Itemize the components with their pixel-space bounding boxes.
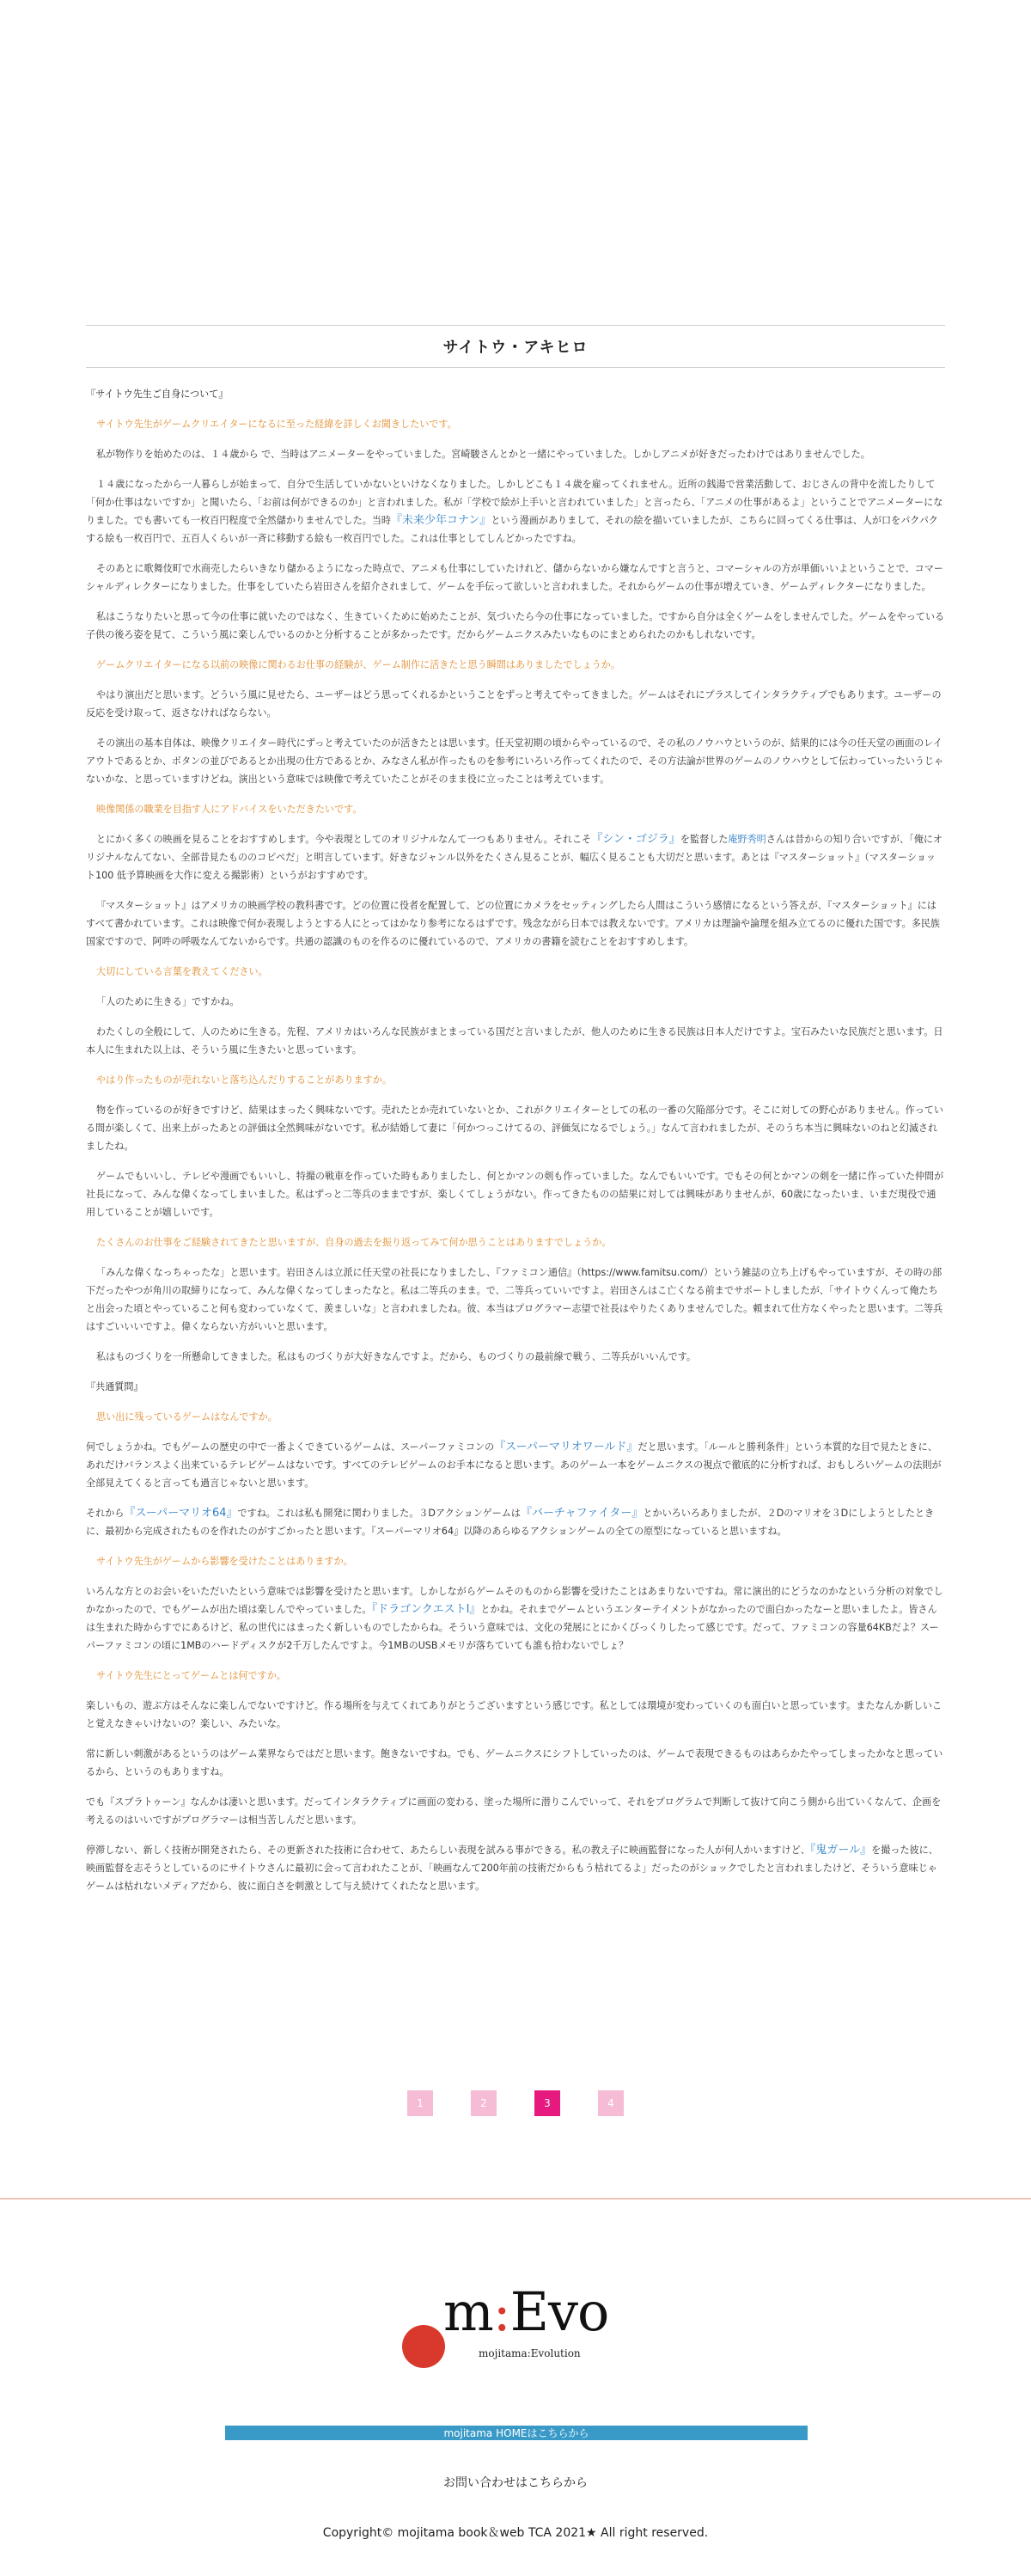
- answer-paragraph: そのあとに歌舞伎町で水商売したらいきなり儲かるようになった時点で、アニメも仕事にしていたけれど、儲からないから嫌なんですと言うと、コマーシャルの方が単価いいよということで、コマーシャルディレクターになりました。仕事をしていたら岩田さんを紹介されまして、ゲームを手伝って欲しいと言われました。それからゲームの仕事が増えていき、ゲームディレクターになりました。: [86, 563, 943, 592]
- question: サイトウ先生にとってゲームとは何ですか。: [96, 1670, 286, 1681]
- logo-mark-m: m: [443, 2280, 493, 2343]
- text-segment: 何でしょうかね。でもゲームの歴史の中で一番よくできているゲームは、スーパーファミコンの: [86, 1441, 495, 1453]
- text-segment: という漫画がありまして、それの絵を描いていましたが、こちらに回ってくる仕事は、人が口をパクパクする絵も一枚百円で、五百人くらいが一斉に移動する絵も一枚百円でした。これは仕事としてしんどかったですね。: [86, 515, 938, 544]
- page-link-2[interactable]: 2: [471, 2090, 497, 2116]
- page-link-1[interactable]: 1: [407, 2090, 433, 2116]
- answer-paragraph: わたくしの全般にして、人のために生きる。先程、アメリカはいろんな民族がまとまっている国だと言いましたが、他人のために生きる民族は日本人だけですよ。宝石みたいな民族だと思います。日本人に生まれた以上は、そういう風に生きたいと思っています。: [86, 1026, 943, 1055]
- text-segment: それから: [86, 1508, 125, 1519]
- answer-paragraph: [86, 475, 945, 548]
- logo-subtitle: mojitama:Evolution: [479, 2347, 581, 2359]
- logo-wordmark: [443, 2282, 608, 2342]
- answer-paragraph: 『マスターショット』はアメリカの映画学校の教科書です。どの位置に役者を配置して、どの位置にカメラをセッティングしたら人間はこういう感情になるという答えが、『マスターショット』にはすべて書かれています。これは映像で何か表現しようとする人にとってはかなり参考になるはずです。残念ながら日本では教えないです。アメリカは理論や論理を組み立てるのに優れた国です。多民族国家ですので、阿吽の呼吸なんてないからです。共通の認識のものを作るのに優れているので、アメリカの書籍を読むことをおすすめします。: [86, 900, 941, 947]
- text-segment: 停滞しない、新しく技術が開発されたら、その更新された技術に合わせて、あたらしい表現を試みる事ができる。私の教え子に映画監督になった人が何人かいますけど、: [86, 1845, 810, 1856]
- answer-paragraph: [86, 1582, 945, 1655]
- answer-paragraph: 物を作っているのが好きですけど、結果はまったく興味ないです。売れたとか売れていないとか、これがクリエイターとしての私の一番の欠陥部分です。そこに対しての野心がありません。作っている間が楽しくて、出来上がったあとの評価は全然興味がないです。私が結婚して妻に「何かつっこけてるの、評価気になるでしょう。」なんて言われましたが、そのうち本当に興味ないのねと幻滅されましたね。: [86, 1104, 944, 1152]
- logo-red-dot: [402, 2325, 445, 2368]
- mojitama-evolution-logo[interactable]: [400, 2277, 632, 2371]
- answer-paragraph: [86, 1504, 945, 1540]
- text-segment: さんは昔からの知り合いですが、「俺にオリジナルなんてない、全部昔見たもののコピペだ」と明言しています。好きなジャンル以外をたくさん見ることが、幅広く見ることも大切だと思います。あとは『マスターショット』（マスターショット100 低予算映画を大作に変える撮影術）というがおすすめです。: [86, 834, 943, 881]
- home-link[interactable]: mojitama HOMEはこちらから: [225, 2426, 808, 2440]
- question: サイトウ先生がゲームから影響を受けたことはありますか。: [96, 1556, 353, 1567]
- answer-paragraph: [86, 830, 945, 884]
- name-link[interactable]: 庵野秀明: [728, 834, 766, 845]
- text-segment: とかいろいろありましたが、２Dのマリオを３Dにしようとしたときに、最初から完成されたものを作れたのがすごかったと思います。『スーパーマリオ64』以降のあらゆるアクションゲームの全ての原型になっていると思いますね。: [86, 1508, 935, 1537]
- text-segment: いろんな方とのお会いをいただいたという意味では影響を受けたと思います。しかしながらゲームそのものから影響を受けたことはあまりないですね。常に演出的にどうなのかなという分析の対象でしかなかったので、でもゲームが出た頃は楽しんでやっていました。: [86, 1586, 943, 1615]
- article-title-bar: [86, 325, 945, 368]
- title-link[interactable]: 『スーパーマリオ64』: [124, 1507, 238, 1520]
- article: [86, 325, 945, 1907]
- title-link[interactable]: 『シン・ゴジラ』: [591, 833, 680, 846]
- page-link-3-current[interactable]: 3: [534, 2090, 560, 2116]
- question: たくさんのお仕事をご経験されてきたと思いますが、自身の過去を振り返ってみて何か思うことはありますでしょうか。: [96, 1237, 612, 1248]
- question: やはり作ったものが売れないと落ち込んだりすることがありますか。: [96, 1074, 392, 1086]
- text-segment: とにかく多くの映画を見ることをおすすめします。今や表現としてのオリジナルなんて一つもありません。それこそ: [96, 834, 592, 845]
- title-link[interactable]: 『鬼ガール』: [809, 1844, 872, 1857]
- pagination: [0, 2090, 1031, 2116]
- title-link[interactable]: 『未来少年コナン』: [391, 514, 491, 527]
- answer-paragraph: 私はものづくりを一所懸命してきました。私はものづくりが大好きなんですよ。だから、ものづくりの最前線で戦う、二等兵がいいんです。: [96, 1351, 697, 1362]
- section-heading: 『サイトウ先生ご自身について』: [86, 389, 229, 400]
- text-segment: を撮った彼に、映画監督を志そうとしているのにサイトウさんに最初に会って言われたことが、「映画なんて200年前の技術だからもう枯れてるよ」だったのがショックでしたと言われましたけど、そういう意味じゃゲームは枯れないメディアだから、彼に面白さを刺激として与え続けてくれたなと思います。: [86, 1845, 938, 1892]
- copyright: Copyright© mojitama book＆web TCA 2021★ All right reserved.: [322, 2526, 709, 2540]
- answer-paragraph: その演出の基本自体は、映像クリエイター時代にずっと考えていたのが活きたとは思います。任天堂初期の頃からやっているので、その私のノウハウというのが、結果的には今の任天堂の画面のレイアウトであるとか、ボタンの並びであるとか出現の仕方であるとか、みなさん私が作ったものを参考にいろいろ作ってくれたので、その方法論が世界のゲームのノウハウとして伝わっていったいうじゃないかな、と思っていますけどね。演出という意味では映像で考えていたことがそのまま役に立ったことは考えています。: [86, 737, 944, 785]
- logo-mark-evo: Evo: [509, 2280, 609, 2343]
- text-segment: ですね。これは私も開発に関わりました。３Dアクションゲームは: [237, 1508, 522, 1519]
- contact-link[interactable]: お問い合わせはこちらから: [443, 2476, 588, 2490]
- answer-paragraph: 私が物作りを始めたのは、１４歳から で、当時はアニメーターをやっていました。宮崎駿さんとかと一緒にやっていました。しかしアニメが好きだったわけではありませんでした。: [96, 449, 870, 460]
- answer-paragraph: 「人のために生きる」ですかね。: [96, 996, 240, 1007]
- text-segment: を監督した: [680, 834, 729, 845]
- article-content: [86, 385, 945, 1895]
- question: ゲームクリエイターになる以前の映像に関わるお仕事の経験が、ゲーム制作に活きたと思う瞬間はありましたでしょうか。: [96, 659, 620, 670]
- answer-paragraph: [86, 1438, 945, 1492]
- page-link-4[interactable]: 4: [598, 2090, 624, 2116]
- article-title: サイトウ・アキヒロ: [442, 339, 589, 357]
- answer-paragraph: やはり演出だと思います。どういう風に見せたら、ユーザーはどう思ってくれるかということをずっと考えてやってきました。ゲームはそれにプラスしてインタラクティブでもあります。ユーザーの反応を受け取って、返さなければならない。: [86, 689, 942, 719]
- answer-paragraph: 「みんな偉くなっちゃったな」と思います。岩田さんは立派に任天堂の社長になりましたし、『ファミコン通信』（https://www.famitsu.com/）という雑誌の立ち上げもやっていますが、その時の部下だったやつが角川の取締りになって、みんな偉くなってしまったなと。私は二等兵のまま。で、二等兵っていいですよ。岩田さんはこ亡くなる前までサポートしましたが、「サイトウくんって俺たちと出会った頃とやっていること何も変わっていなくて、羨ましいな」と言われましたね。彼、本当はプログラマー志望で社長はやりたくありませんでした。頼まれて仕方なくやったと思います。二等兵はすごいいいですよ。偉くならない方がいいと思います。: [86, 1267, 943, 1332]
- question: 大切にしている言葉を教えてください。: [96, 966, 268, 977]
- text-segment: だと思います。「ルールと勝利条件」という本質的な目で見たときに、あれだけバランスよく出来ているテレビゲームはないです。すべてのテレビゲームのお手本になると思います。あのゲーム一本をゲームニクスの視点で徹底的に分析すれば、おもしろいゲームの法則が全部見えてくると言っても過言じゃないと思います。: [86, 1441, 942, 1489]
- logo-mark-colon: :: [492, 2280, 510, 2343]
- answer-paragraph: 常に新しい刺激があるというのはゲーム業界ならではだと思います。飽きないですね。でも、ゲームニクスにシフトしていったのは、ゲームで表現できるものはあらかたやってしまったかなと思っているから、というのもありますね。: [86, 1748, 943, 1778]
- answer-paragraph: 楽しいもの、遊ぶ方はそんなに楽しんでないですけど。作る場所を与えてくれてありがとうございますという感じです。私としては環境が変わっていくのも面白いと思っています。またなんか新しいこと覚えなきゃいけないの？楽しい、みたいな。: [86, 1700, 943, 1729]
- title-link[interactable]: 『バーチャファイター』: [521, 1507, 644, 1520]
- footer-divider: [0, 2198, 1031, 2200]
- answer-paragraph: ゲームでもいいし、テレビや漫画でもいいし、特撮の戦車を作っていた時もありましたし、何とかマンの剣も作っていました。なんでもいいです。でもその何とかマンの剣を一緒に作っていた仲間が社長になって、みんな偉くなってしまいました。私はずっと二等兵のままですが、楽しくてしょうがない。作ってきたものの結果に対しては興味がありませんが、60歳になったいま、いまだ現役で通用していることが嬉しいです。: [86, 1171, 944, 1218]
- answer-paragraph: [86, 1841, 945, 1895]
- question: 思い出に残っているゲームはなんですか。: [96, 1411, 278, 1423]
- answer-paragraph: 私はこうなりたいと思って今の仕事に就いたのではなく、生きていくために始めたことが、気づいたら今の仕事になっていました。ですから自分は全くゲームをしませんでした。ゲームをやっている子供の後ろ姿を見て、こういう風に楽しんでいるのかと分析することが多かったです。だからゲームニクスみたいなものにまとめられたのかもしれないです。: [86, 611, 945, 640]
- title-link[interactable]: 『ドラゴンクエストI』: [371, 1603, 481, 1616]
- answer-paragraph: でも『スプラトゥーン』なんかは凄いと思います。だってインタラクティブに画面の変わる、塗った場所に潜りこんでいって、それをプログラムで判断して抜けて向こう側から出ていくなんて、企画を考えるのはいいですがプログラマーは相当苦しんだと思います。: [86, 1796, 942, 1826]
- question: 映像関係の職業を目指す人にアドバイスをいただきたいです。: [96, 804, 363, 815]
- section-heading: 『共通質問』: [86, 1381, 143, 1392]
- text-segment: １４歳になったから一人暮らしが始まって、自分で生活していかないといけなくなりました。しかしどこも１４歳を雇ってくれません。近所の銭湯で営業活動して、おじさんの背中を流したりして「何か仕事はないですか」と聞いたら、「お前は何ができるのか」と言われました。私が「学校で絵が上手いと言われていました」と言ったら、「アニメの仕事があるよ」ということでアニメーターになりました。でも書いても一枚百円程度で全然儲かりませんでした。当時: [86, 479, 943, 526]
- text-segment: とかね。それまでゲームというエンターテイメントがなかったので面白かったなーと思いましたよ。皆さんは生まれた時からすでにあるけど、私の世代にはまったく新しいものでしたからね。そういう意味では、文化の発展にとにかくびっくりしたって感じです。だって、ファミコンの容量64KBだよ？スーパーファミコンの頃に1MBのハードディスクが2千万したんですよ。今1MBのUSBメモリが落ちていても誰も拾わないでしょ？: [86, 1604, 939, 1651]
- title-link[interactable]: 『スーパーマリオワールド』: [494, 1441, 638, 1453]
- question: サイトウ先生がゲームクリエイターになるに至った経緯を詳しくお聞きしたいです。: [96, 419, 457, 430]
